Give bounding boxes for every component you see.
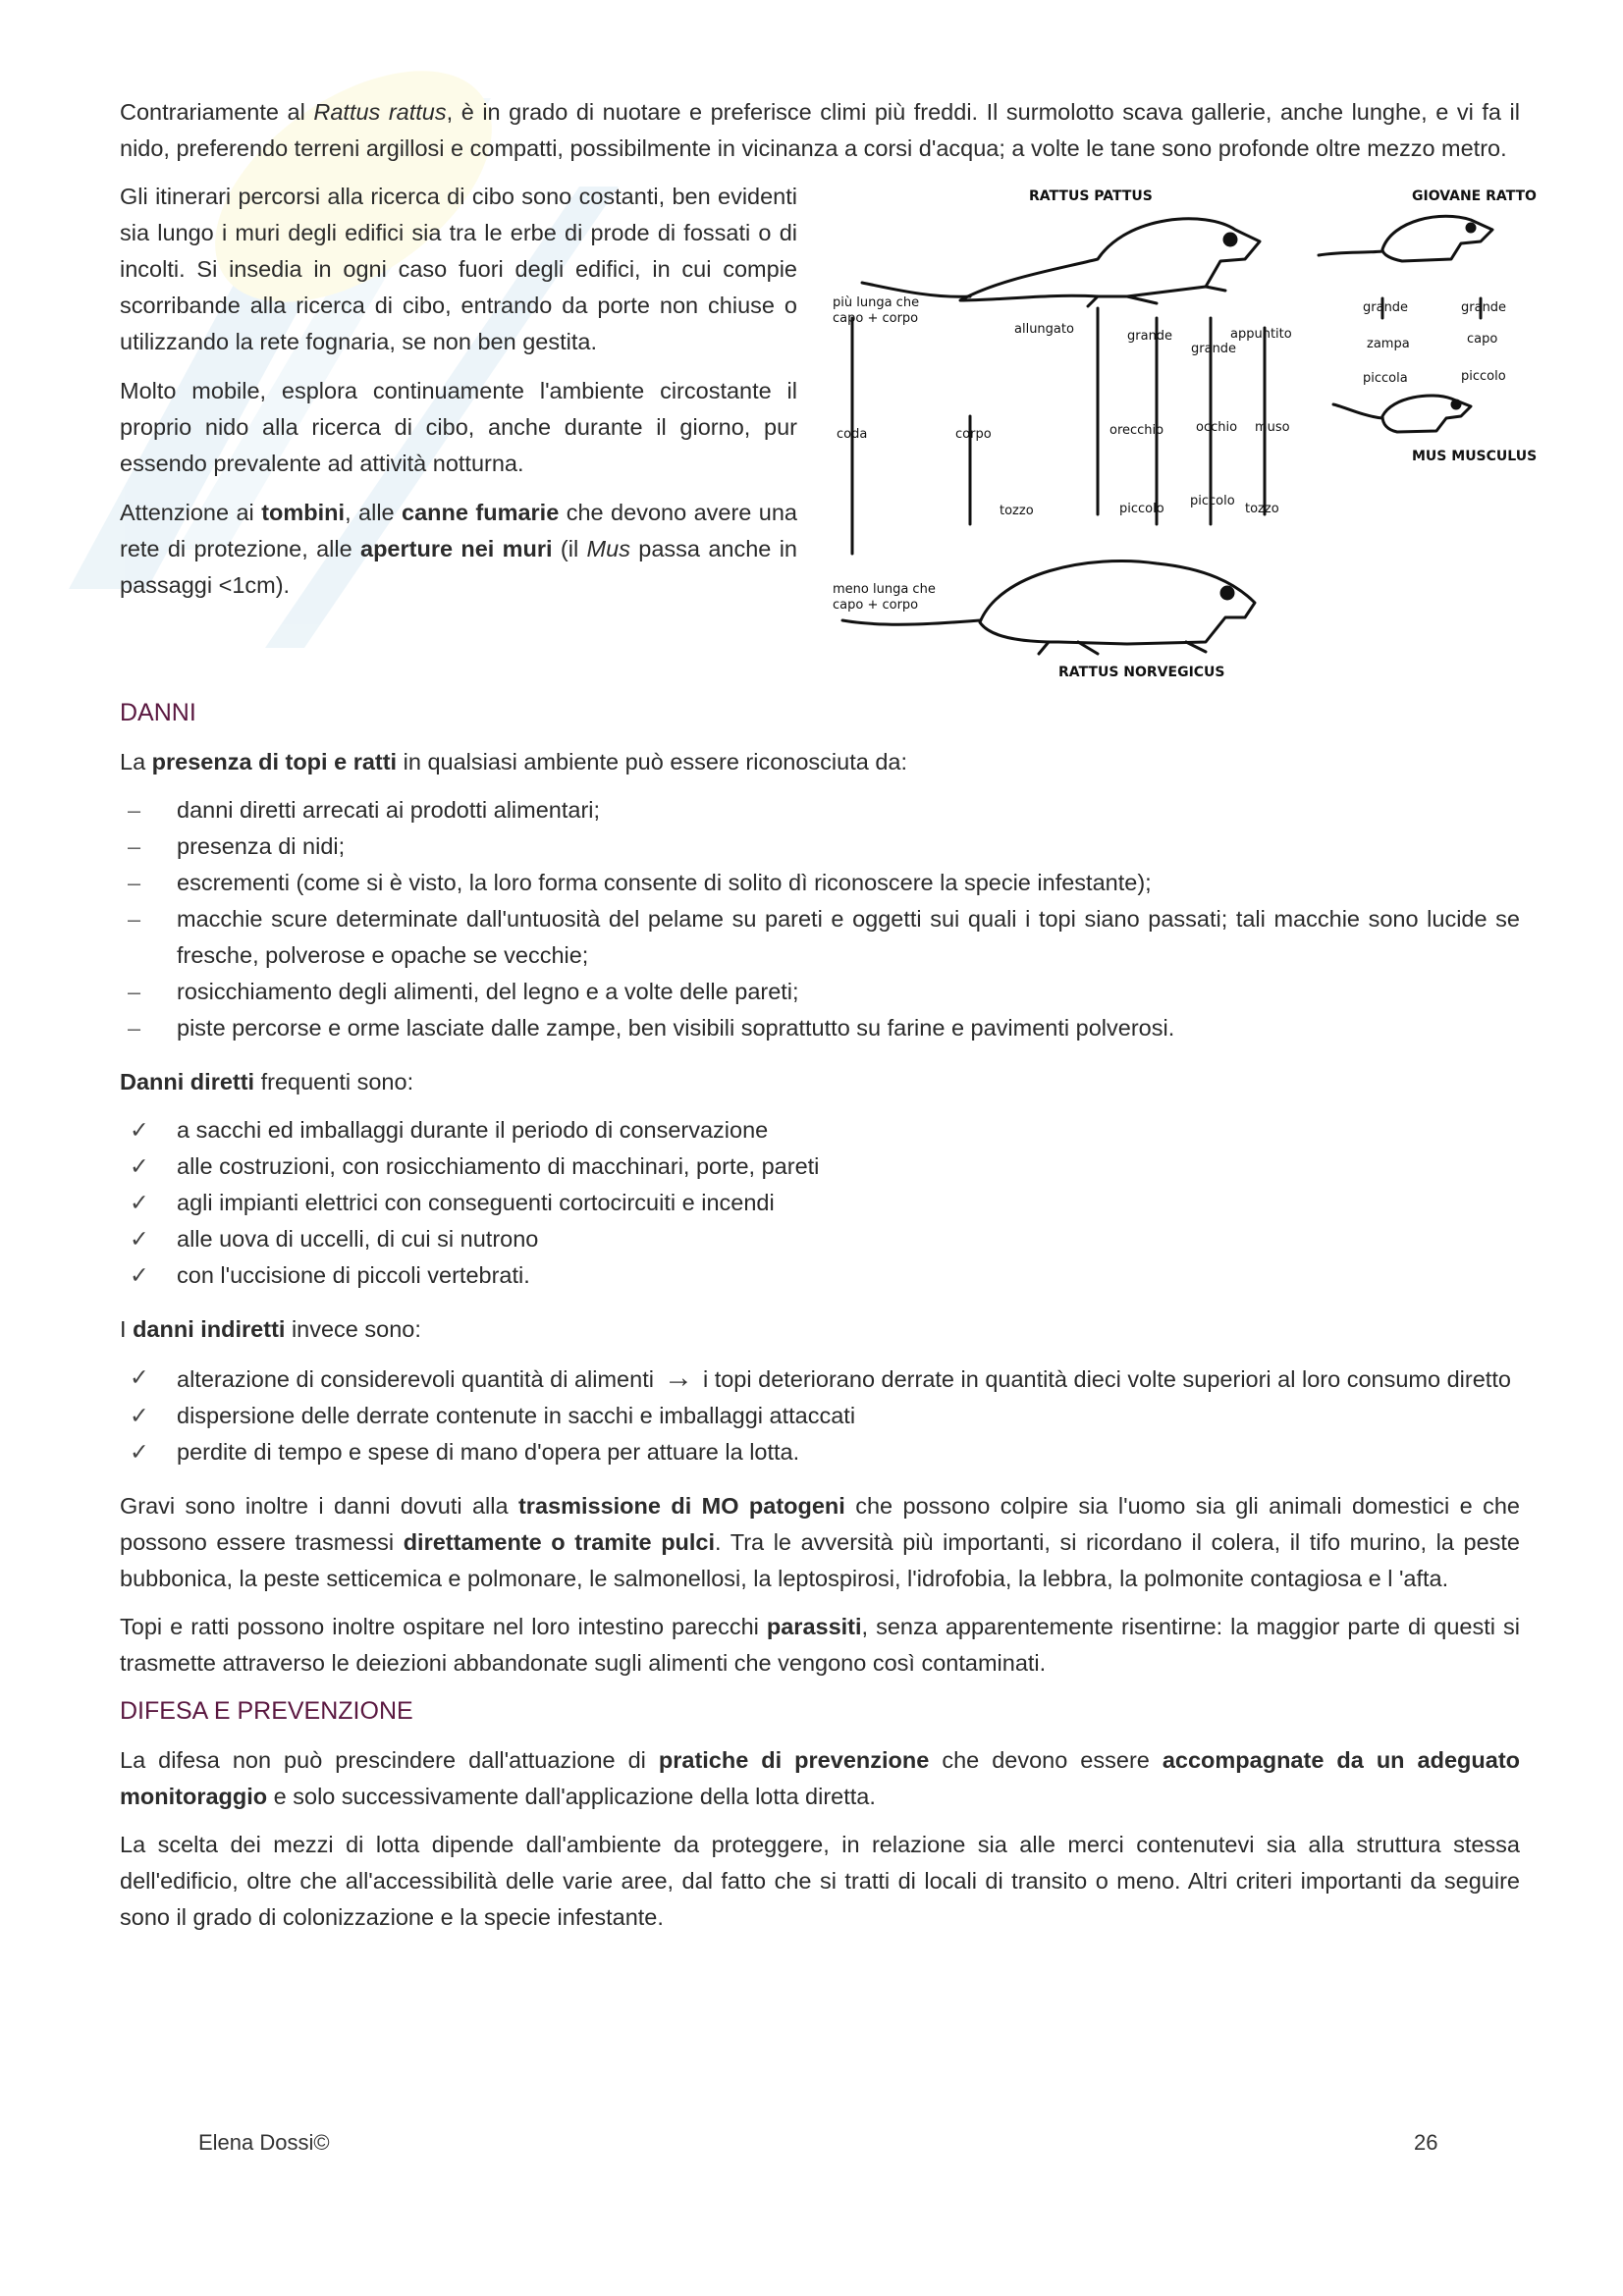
paragraph-presenza: La presenza di topi e ratti in qualsiasi ambiente può essere riconosciuta da: [120,749,908,774]
list-item: ✓ perdite di tempo e spese di mano d'opera per attuare la lotta. [120,1434,1520,1470]
paragraph-scelta-mezzi: La scelta dei mezzi di lotta dipende dall'ambiente da proteggere, in relazione sia alle merci contenutevi sia alla struttura stessa dell'edificio, oltre che all'accessibilità delle varie aree, dal fatto che si tratti di locali di transito o meno. Altri criteri importanti da seguire sono il grado di colonizzazione e la specie infestante. [120,1832,1520,1930]
label-piccola: piccola [1363,371,1408,386]
label-tail-long-2: capo + corpo [833,311,919,326]
paragraph-itinerari: Gli itinerari percorsi alla ricerca di cibo sono costanti, ben evidenti sia lungo i muri degli edifici sia tra le erbe di prode di fossati o di incolti. Si insedia in ogni caso fuori degli edifici, in cui compie scorribande alla ricerca di cibo, entrando da porte non chiuse o utilizzando la rete fognaria, se non ben gestita. [120,184,797,354]
list-item: – macchie scure determinate dall'untuosità del pelame su pareti e oggetti sui quali i topi siano passati; tali macchie sono lucide se fresche, polverose e opache se vecchie; [120,901,1520,974]
rodent-comparison-figure [833,181,1538,691]
page-content [120,94,1538,1948]
heading-danni: DANNI [120,699,196,726]
list-item: ✓ agli impianti elettrici con conseguenti cortocircuiti e incendi [120,1185,1520,1221]
label-grande-ear: grande [1127,329,1173,344]
label-rattus-rattus: RATTUS PATTUS [1029,188,1153,204]
label-mus-musculus: MUS MUSCULUS [1412,449,1538,464]
paragraph-difesa: La difesa non può prescindere dall'attuazione di pratiche di prevenzione che devono essere accompagnate da un adeguato monitoraggio e solo successivamente dall'applicazione della lotta diretta. [120,1747,1520,1809]
heading-difesa: DIFESA E PREVENZIONE [120,1697,413,1725]
label-tail-long-1: più lunga che [833,295,920,310]
paragraph-mobile: Molto mobile, esplora continuamente l'ambiente circostante il proprio nido alla ricerca di cibo, anche durante il giorno, pur essendo prevalente ad attività notturna. [120,378,797,476]
label-tozzo-body: tozzo [1000,504,1034,518]
label-tail-short-2: capo + corpo [833,598,919,613]
label-zampa: zampa [1367,337,1410,351]
intro-text: Contrariamente al [120,99,314,125]
label-corpo: corpo [955,427,992,442]
label-grande-capo: grande [1461,300,1507,315]
list-item: ✓ dispersione delle derrate contenute in sacchi e imballaggi attaccati [120,1398,1520,1434]
paragraph-attenzione: Attenzione ai tombini, alle canne fumarie che devono avere una rete di protezione, alle aperture nei muri (il Mus passa anche in passaggi <1cm). [120,500,798,598]
label-coda: coda [837,427,868,442]
label-piccolo-ear: piccolo [1119,502,1164,516]
label-piccolo-eye: piccolo [1190,494,1235,508]
paragraph-danni-diretti: Danni diretti frequenti sono: [120,1069,414,1095]
list-item: ✓ alterazione di considerevoli quantità di alimenti → i topi deteriorano derrate in quantità dieci volte superiori al loro consumo diretto [120,1360,1520,1398]
list-item: – presenza di nidi; [120,828,1520,865]
list-item: – danni diretti arrecati ai prodotti alimentari; [120,792,1520,828]
paragraph-trasmissione: Gravi sono inoltre i danni dovuti alla trasmissione di MO patogeni che possono colpire sia l'uomo sia gli animali domestici e che possono essere trasmessi direttamente o tramite pulci. Tra le avversità più importanti, si ricordano il colera, il tifo murino, la peste bubbonica, la peste setticemica e polmonare, le salmonellosi, la leptospirosi, l'idrofobia, la lebbra, la polmonite contagiosa e l 'afta. [120,1493,1520,1591]
label-capo: capo [1467,332,1498,347]
label-orecchio: orecchio [1109,423,1164,438]
list-item: ✓ alle costruzioni, con rosicchiamento di macchinari, porte, pareti [120,1148,1520,1185]
arrow-right-icon: → [663,1362,693,1394]
direct-damage-list [120,1112,1520,1294]
label-tail-short-1: meno lunga che [833,582,936,597]
species-name: Rattus rattus [313,99,447,125]
list-item: ✓ a sacchi ed imballaggi durante il periodo di conservazione [120,1112,1520,1148]
list-item: – rosicchiamento degli alimenti, del legno e a volte delle pareti; [120,974,1520,1010]
figure-side-text [120,179,797,691]
intro-text: , è in grado di nuotare e preferisce climi più freddi. Il surmolotto scava gallerie, anche lunghe, e vi fa il nido, preferendo terreni argillosi e compatti, possibilmente in vicinanza a corsi d'acqua; a volte le tane sono profonde oltre mezzo metro. [120,99,1520,161]
label-grande-eye: grande [1191,342,1237,356]
list-item: ✓ con l'uccisione di piccoli vertebrati. [120,1257,1520,1294]
label-occhio: occhio [1196,420,1238,435]
indirect-damage-list [120,1360,1520,1470]
label-grande-zampa: grande [1363,300,1409,315]
label-muso: muso [1255,420,1290,435]
list-item: ✓ alle uova di uccelli, di cui si nutrono [120,1221,1520,1257]
footer-author: Elena Dossi© [198,2130,330,2155]
signs-list [120,792,1520,1046]
text-with-figure [120,179,1538,691]
label-giovane-ratto: GIOVANE RATTO [1412,188,1537,204]
paragraph-danni-indiretti: I danni indiretti invece sono: [120,1316,421,1342]
list-item: – escrementi (come si è visto, la loro forma consente di solito dì riconoscere la specie infestante); [120,865,1520,901]
intro-paragraph [120,94,1520,167]
list-item: – piste percorse e orme lasciate dalle zampe, ben visibili soprattutto su farine e pavimenti polverosi. [120,1010,1520,1046]
label-tozzo-snout: tozzo [1245,502,1279,516]
paragraph-parassiti: Topi e ratti possono inoltre ospitare nel loro intestino parecchi parassiti, senza apparentemente risentirne: la maggior parte di questi si trasmette attraverso le deiezioni abbandonate sugli alimenti che vengono così contaminati. [120,1614,1520,1676]
label-allungato: allungato [1014,322,1074,337]
label-rattus-norvegicus: RATTUS NORVEGICUS [1058,665,1225,680]
label-piccolo-capo: piccolo [1461,369,1506,384]
label-appuntito: appuntito [1230,327,1292,342]
page-number: 26 [1414,2130,1438,2155]
